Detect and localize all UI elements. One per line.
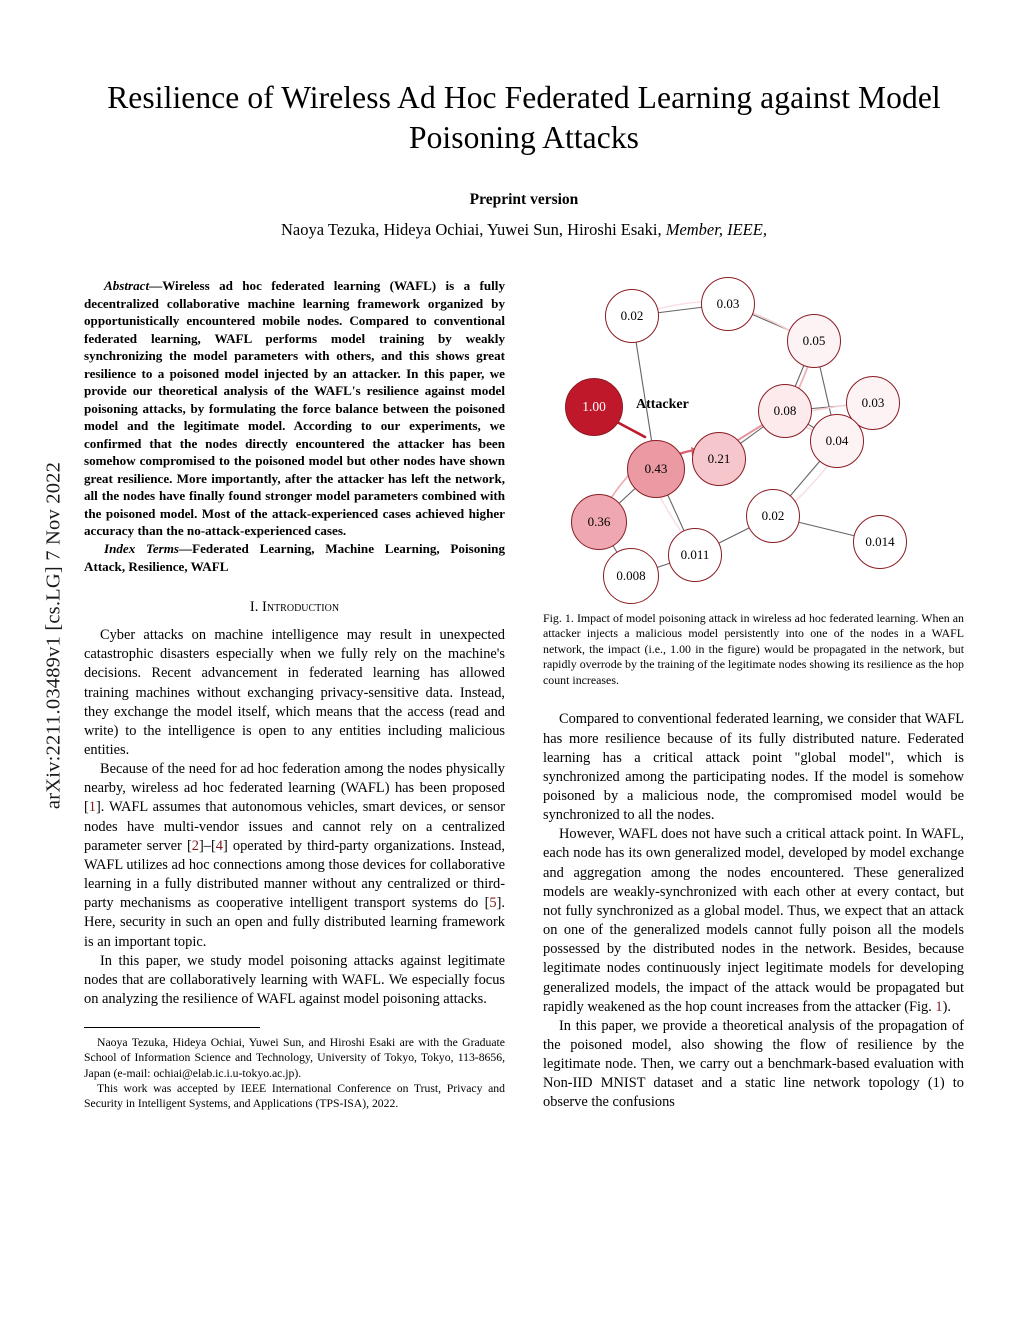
graph-node-label: 0.05	[802, 333, 826, 348]
graph-node-label: 0.02	[761, 508, 785, 523]
paragraph-right-1: Compared to conventional federated learning, we consider that WAFL has more resilience because of its fully distributed nature. Federated learning has a critical attack point "global model", which is synchronized among the participating nodes. If the model is somehow poisoned by a malicious node, the compromised model would be synchronized to all the nodes.	[543, 711, 964, 824]
graph-node-label: 0.02	[620, 308, 644, 323]
p2-part-b: ]. WAFL assumes that autonomous vehicles, smart devices, or sensor nodes have multi-vendor issues and cannot rely on a centralized parameter server [	[84, 799, 505, 854]
graph-node-label: 1.00	[582, 399, 606, 414]
figure-caption	[543, 611, 964, 688]
footnote-divider	[84, 1027, 260, 1028]
p-right-2-text: However, WAFL does not have such a critical attack point. In WAFL, each node has its own generalized model, developed by model exchange and aggregation among the nodes encountered. These generalized models are weakly-synchronized with each other at every contact, but not fully synchronized as a global model. Thus, we expect that an attack on one of the generalized models cannot fully poison all the models possessed by the distributed nodes in the network. Besides, because legitimate nodes continuously inject legitimate models for developing generalized models, the impact of the attack would be propagated but rapidly weakened as the hop count increases from the attacker (Fig.	[543, 826, 964, 1015]
section-heading-introduction	[84, 599, 505, 616]
graph-node-0-014[interactable]	[853, 515, 907, 569]
graph-node-label: 0.43	[644, 461, 668, 476]
graph-node-label: 0.011	[680, 547, 710, 562]
paragraph-intro-3: In this paper, we study model poisoning attacks against legitimate nodes that are collaboratively learning with WAFL. We especially focus on analyzing the resilience of WAFL against model poisoning attacks.	[84, 952, 505, 1007]
graph-node-0-04[interactable]	[810, 414, 864, 468]
citation-1[interactable]: 1	[88, 799, 96, 816]
graph-node-0-008[interactable]	[603, 548, 659, 604]
citation-5[interactable]: 5	[489, 895, 497, 912]
authors-membership: Member, IEEE,	[665, 219, 767, 239]
paper-page	[84, 0, 964, 1325]
graph-node-0-011[interactable]	[668, 528, 722, 582]
paragraph-right-3: In this paper, we provide a theoretical analysis of the propagation of the poisoned model, also showing the flow of resilience by the legitimate node. Then, we carry out a benchmark-based evaluation with Non-IID MNIST dataset and a static line network topology (1) to observe the confusions	[543, 1017, 964, 1111]
graph-node-label: 0.08	[773, 403, 797, 418]
graph-node-0-21[interactable]	[692, 432, 746, 486]
graph-node-0-43[interactable]	[627, 440, 685, 498]
section-title: Introduction	[262, 599, 340, 616]
footnote-affiliation: Naoya Tezuka, Hideya Ochiai, Yuwei Sun, and Hiroshi Esaki are with the Graduate School of Information Science and Technology, University of Tokyo, Tokyo, 113-8656, Japan (e-mail: ochiai@elab.ic.i.u-tokyo.ac.jp).	[84, 1036, 505, 1080]
footnote-acceptance: This work was accepted by IEEE International Conference on Trust, Privacy and Security in Intelligent Systems, and Applications (TPS-ISA), 2022.	[84, 1081, 505, 1110]
author-list	[84, 220, 964, 240]
index-terms-label: Index Terms	[104, 540, 180, 556]
p-right-2-end: ).	[942, 998, 951, 1015]
graph-node-attacker[interactable]	[565, 378, 623, 436]
graph-node-label: 0.36	[587, 514, 611, 529]
section-number: I.	[249, 599, 259, 616]
figure-caption-label: Fig. 1.	[543, 611, 574, 625]
graph-node-0-05[interactable]	[787, 314, 841, 368]
figure-1	[543, 277, 964, 607]
paragraph-intro-2	[84, 760, 505, 952]
figure-caption-text: Impact of model poisoning attack in wireless ad hoc federated learning. When an attacker injects a malicious model persistently into one of the nodes in a WAFL network, the impact (i.e., 1.00 in the figure) would be propagated in the network, but rapidly overrode by the training of the legitimate nodes showing its resilience as the hop count increases.	[543, 611, 964, 687]
graph-node-label: 0.03	[716, 296, 740, 311]
abstract	[84, 277, 505, 540]
right-column	[543, 277, 964, 1113]
graph-node-0-03-a[interactable]	[701, 277, 755, 331]
p2-part-e: ]. Here, security in such an open and fully distributed learning framework is an important topic.	[84, 895, 505, 950]
index-terms	[84, 540, 505, 575]
graph-node-label: 0.03	[861, 395, 885, 410]
body-columns	[84, 277, 964, 1113]
index-terms-text: —Federated Learning, Machine Learning, Poisoning Attack, Resilience, WAFL	[84, 540, 506, 574]
p2-part-d: ] operated by third-party organizations. Instead, WAFL utilizes ad hoc connections among those devices for collaborative learning in a fully distributed manner without any centralized or third-party mechanisms as cooperative intelligent transport systems do [	[84, 837, 506, 912]
figure-reference-1[interactable]: 1	[935, 998, 943, 1015]
graph-node-label: 0.21	[707, 451, 731, 466]
graph-node-0-02-a[interactable]	[605, 289, 659, 343]
preprint-label: Preprint version	[469, 190, 579, 208]
abstract-text: —Wireless ad hoc federated learning (WAFL) is a fully decentralized collaborative machine learning framework organized by opportunistically encountered mobile nodes. Compared to conventional federated learning, WAFL performs model training by weakly synchronizing the model parameters with others, and this shows great resilience to a poisoned model injected by an attacker. In this paper, we provide our theoretical analysis of the WAFL's resilience against model poisoning attacks, by formulating the force balance between the poisoned model and the legitimate model. According to our experiments, we confirmed that the nodes directly encountered the attacker has been somehow compromised to the poisoned model but other nodes have shown great resilience. More importantly, after the attacker has left the network, all the nodes have finally found stronger model parameters combined with the poisoned model. Most of the attack-experienced cases achieved higher accuracy than the no-attack-experienced cases.	[84, 278, 505, 539]
authors-plain: Naoya Tezuka, Hideya Ochiai, Yuwei Sun, Hiroshi Esaki,	[281, 219, 666, 239]
citation-4[interactable]: 4	[215, 837, 223, 854]
graph-node-label: 0.04	[825, 433, 849, 448]
graph-node-label: 0.008	[616, 568, 646, 583]
graph-node-0-02-b[interactable]	[746, 489, 800, 543]
graph-node-0-36[interactable]	[571, 494, 627, 550]
p2-part-a: Because of the need for ad hoc federation among the nodes physically nearby, wireless ad hoc federated learning (WAFL) has been proposed [	[84, 761, 505, 816]
left-column	[84, 277, 505, 1113]
p2-part-c: ]–[	[198, 837, 216, 854]
arxiv-stamp: arXiv:2211.03489v1 [cs.LG] 7 Nov 2022	[42, 461, 65, 810]
abstract-label: Abstract	[104, 278, 150, 293]
page-title: Resilience of Wireless Ad Hoc Federated Learning against Model Poisoning Attacks	[107, 80, 941, 156]
citation-2[interactable]: 2	[191, 837, 199, 854]
graph-node-0-08[interactable]	[758, 384, 812, 438]
paragraph-intro-1: Cyber attacks on machine intelligence may result in unexpected catastrophic disasters especially when we fully rely on the machine's decisions. Recent advancement in federated learning has allowed training machines without exchanging privacy-sensitive data. Instead, they exchange the model itself, which means that the access (read and write) to the intelligence is open to any entities including malicious entities.	[84, 627, 505, 758]
paragraph-right-2	[543, 825, 964, 1017]
attacker-label: Attacker	[636, 397, 689, 412]
graph-node-label: 0.014	[865, 534, 895, 549]
